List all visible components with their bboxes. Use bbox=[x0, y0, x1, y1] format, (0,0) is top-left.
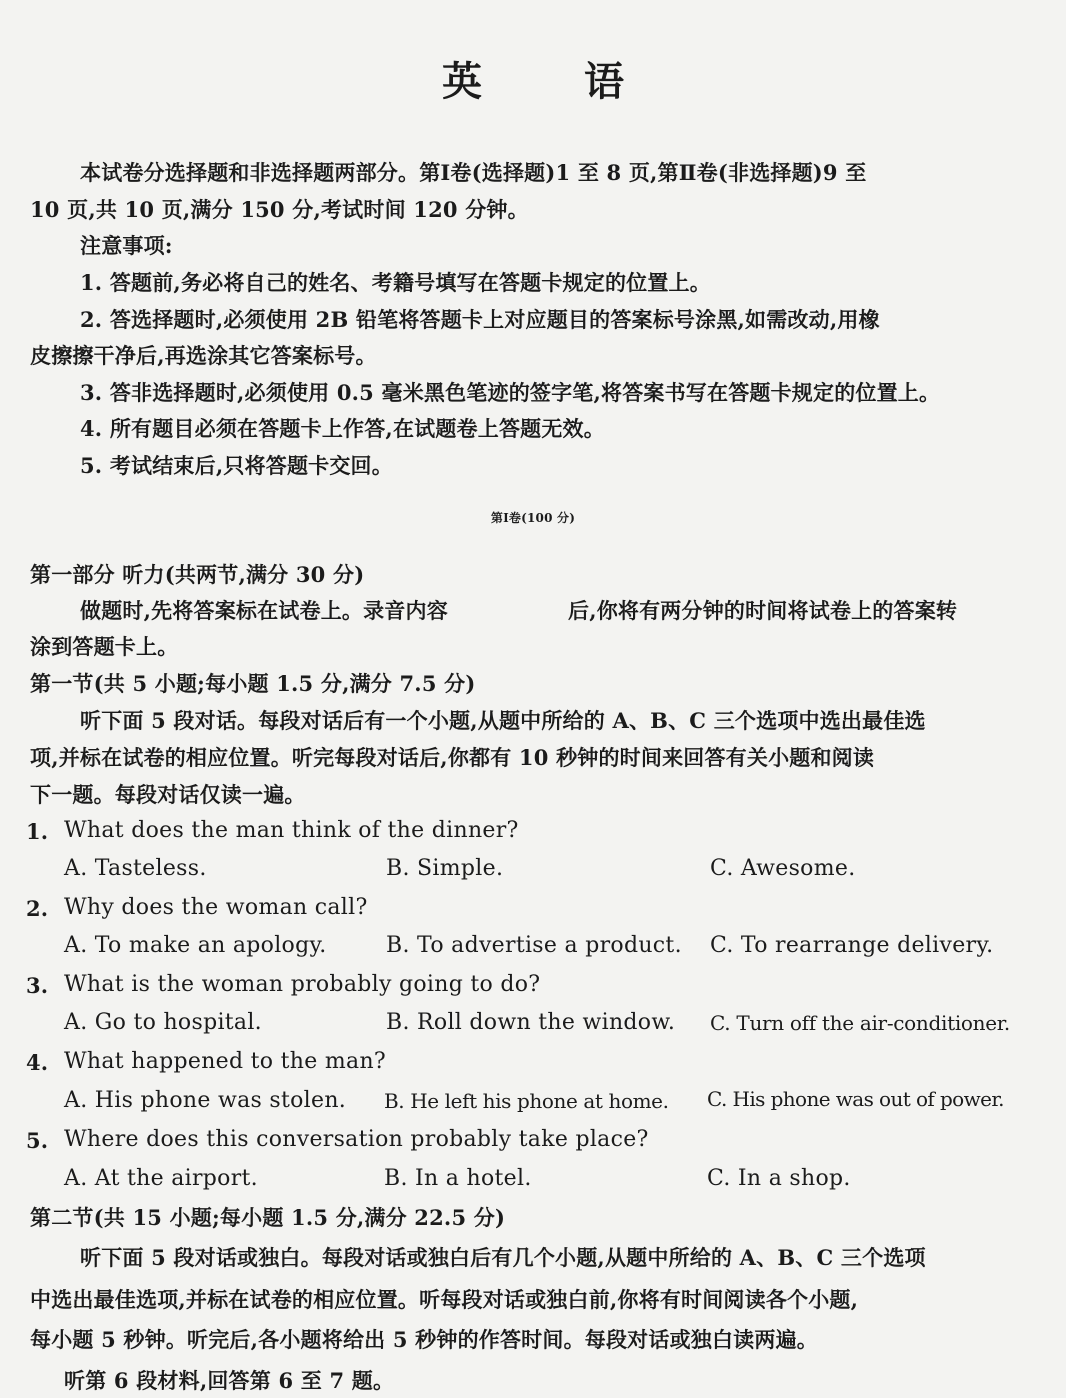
part-1-instruction: 做题时,先将答案标在试卷上。录音内容 bbox=[80, 598, 448, 623]
question-4-option-b: B. He left his phone at home. bbox=[384, 1089, 669, 1113]
section-1-instruction-2: 项,并标在试卷的相应位置。听完每段对话后,你都有 10 秒钟的时间来回答有关小题和阅读 bbox=[30, 745, 875, 770]
question-3-option-b: B. Roll down the window. bbox=[386, 1010, 676, 1035]
question-3-option-a: A. Go to hospital. bbox=[64, 1010, 262, 1035]
question-4-text: What happened to the man? bbox=[64, 1049, 387, 1074]
question-1-option-a: A. Tasteless. bbox=[64, 856, 207, 881]
notice-heading: 注意事项: bbox=[80, 233, 173, 258]
question-3-text: What is the woman probably going to do? bbox=[64, 972, 541, 997]
notice-item-2-cont: 皮擦擦干净后,再选涂其它答案标号。 bbox=[30, 343, 377, 368]
part-1-instruction-cont: 后,你将有两分钟的时间将试卷上的答案转 bbox=[568, 598, 958, 623]
intro-line-1: 本试卷分选择题和非选择题两部分。第Ⅰ卷(选择题)1 至 8 页,第Ⅱ卷(非选择题)9 至 bbox=[80, 160, 867, 185]
question-2-option-c: C. To rearrange delivery. bbox=[710, 933, 994, 958]
question-4-number: 4. bbox=[26, 1050, 49, 1075]
question-1-option-b: B. Simple. bbox=[386, 856, 504, 881]
notice-item-4: 4. 所有题目必须在答题卡上作答,在试题卷上答题无效。 bbox=[80, 416, 605, 441]
question-1-option-c: C. Awesome. bbox=[710, 856, 856, 881]
intro-line-2: 10 页,共 10 页,满分 150 分,考试时间 120 分钟。 bbox=[30, 197, 529, 222]
section-1-heading: 第一节(共 5 小题;每小题 1.5 分,满分 7.5 分) bbox=[30, 671, 476, 696]
volume-title: 第Ⅰ卷(100 分) bbox=[490, 511, 576, 525]
question-5-option-b: B. In a hotel. bbox=[384, 1166, 532, 1191]
notice-item-3: 3. 答非选择题时,必须使用 0.5 毫米黑色笔迹的签字笔,将答案书写在答题卡规定的位置上。 bbox=[80, 380, 941, 405]
question-5-number: 5. bbox=[26, 1128, 49, 1153]
question-4-option-a: A. His phone was stolen. bbox=[64, 1088, 347, 1113]
question-5-option-a: A. At the airport. bbox=[64, 1166, 258, 1191]
question-2-text: Why does the woman call? bbox=[64, 895, 368, 920]
question-1-text: What does the man think of the dinner? bbox=[64, 818, 519, 843]
part-1-instruction-line-2: 涂到答题卡上。 bbox=[30, 634, 179, 659]
section-2-material: 听第 6 段材料,回答第 6 至 7 题。 bbox=[64, 1368, 395, 1393]
question-2-option-a: A. To make an apology. bbox=[64, 933, 327, 958]
section-2-instruction-1: 听下面 5 段对话或独白。每段对话或独白后有几个小题,从题中所给的 A、B、C 三个选项 bbox=[80, 1245, 926, 1270]
question-5-option-c: C. In a shop. bbox=[707, 1166, 851, 1191]
question-2-option-b: B. To advertise a product. bbox=[386, 933, 682, 958]
section-2-instruction-2: 中选出最佳选项,并标在试卷的相应位置。听每段对话或独白前,你将有时间阅读各个小题, bbox=[30, 1287, 859, 1312]
question-4-option-c: C. His phone was out of power. bbox=[707, 1087, 1004, 1111]
notice-item-5: 5. 考试结束后,只将答题卡交回。 bbox=[80, 453, 393, 478]
section-1-instruction-3: 下一题。每段对话仅读一遍。 bbox=[30, 782, 306, 807]
page-title: 英 语 bbox=[442, 58, 668, 105]
question-1-number: 1. bbox=[26, 819, 49, 844]
notice-item-2: 2. 答选择题时,必须使用 2B 铅笔将答题卡上对应题目的答案标号涂黑,如需改动,用橡 bbox=[80, 307, 880, 332]
question-3-option-c: C. Turn off the air-conditioner. bbox=[710, 1011, 1010, 1035]
question-2-number: 2. bbox=[26, 896, 49, 921]
part-1-heading: 第一部分 听力(共两节,满分 30 分) bbox=[30, 562, 365, 587]
question-3-number: 3. bbox=[26, 973, 49, 998]
section-1-instruction-1: 听下面 5 段对话。每段对话后有一个小题,从题中所给的 A、B、C 三个选项中选出最佳选 bbox=[80, 708, 926, 733]
section-2-heading: 第二节(共 15 小题;每小题 1.5 分,满分 22.5 分) bbox=[30, 1205, 506, 1230]
section-2-instruction-3: 每小题 5 秒钟。听完后,各小题将给出 5 秒钟的作答时间。每段对话或独白读两遍。 bbox=[30, 1327, 818, 1352]
question-5-text: Where does this conversation probably take place? bbox=[64, 1127, 649, 1152]
notice-item-1: 1. 答题前,务必将自己的姓名、考籍号填写在答题卡规定的位置上。 bbox=[80, 270, 711, 295]
